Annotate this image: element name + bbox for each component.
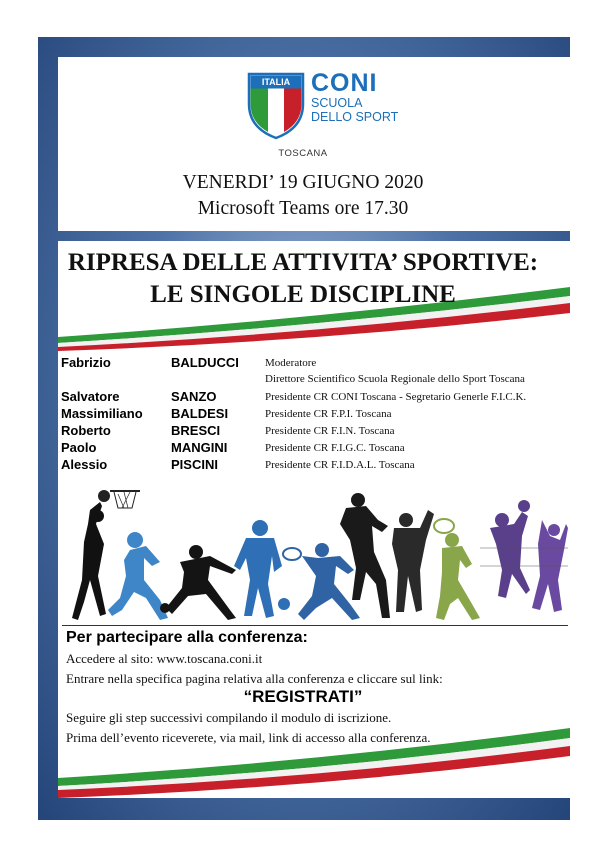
basketball-hoop-icon [98,490,140,508]
speaker-last-name: BALDESI [171,406,229,421]
speaker-last-name: MANGINI [171,440,228,455]
basketball-player-silhouette [72,502,106,620]
brand-name: CONI [311,69,378,97]
coni-wordmark [311,70,398,124]
runner-silhouette [108,532,168,620]
brand-subtitle-2: DELLO SPORT [311,110,399,124]
title-line-1: RIPRESA DELLE ATTIVITA’ SPORTIVE: [67,249,539,276]
participation-instruction: Entrare nella specifica pagina relativa alla conferenza e cliccare sul link: [66,671,443,686]
speaker-last-name: BRESCI [171,423,221,438]
speaker-first-name: Salvatore [61,389,120,404]
participation-steps: Seguire gli step successivi compilando il modulo di iscrizione. [66,710,392,725]
speaker-first-name: Massimiliano [61,406,143,421]
volleyball-player-silhouette [160,545,236,620]
speaker-role: Presidente CR F.P.I. Toscana [265,408,392,420]
event-platform-time: Microsoft Teams ore 17.30 [197,198,409,219]
italia-shield-logo [247,72,305,140]
speaker-role: Presidente CR CONI Toscana - Segretario Generle F.I.C.K. [265,391,527,403]
participation-site: Accedere al sito: www.toscana.coni.it [66,651,263,666]
register-link-label: “REGISTRATI” [243,687,363,706]
volleyball-spiker-silhouette [490,500,530,598]
speaker-role: Presidente CR F.I.G.C. Toscana [265,442,405,454]
sports-silhouettes-illustration [60,480,568,625]
speaker-first-name: Paolo [61,440,97,455]
speaker-last-name: SANZO [171,389,217,404]
soccer-player-silhouette [234,520,290,618]
speaker-last-name: PISCINI [171,457,218,472]
tennis-player-silhouette-green [434,519,480,620]
region-label: TOSCANA [278,148,328,159]
section-divider [62,625,568,626]
logo-shield-text: ITALIA [261,77,291,87]
martial-arts-silhouette [340,493,390,618]
speaker-role: Presidente CR F.I.D.A.L. Toscana [265,459,415,471]
brand-subtitle-1: SCUOLA [311,96,363,110]
tennis-player-silhouette [283,543,360,620]
participation-email-note: Prima dell’evento riceverete, via mail, link di accesso alla conferenza. [66,730,431,745]
speaker-role: Presidente CR F.I.N. Toscana [265,425,395,437]
event-date: VENERDI’ 19 GIUGNO 2020 [182,172,424,193]
speaker-first-name: Fabrizio [61,355,111,370]
speaker-role: Moderatore [265,357,317,369]
title-line-2: LE SINGOLE DISCIPLINE [150,281,456,308]
speaker-role-2: Direttore Scientifico Scuola Regionale dello Sport Toscana [265,373,525,385]
participation-heading: Per partecipare alla conferenza: [66,629,308,646]
athlete-silhouette [392,510,434,612]
speaker-first-name: Alessio [61,457,108,472]
speaker-first-name: Roberto [61,423,111,438]
speaker-last-name: BALDUCCI [171,355,239,370]
